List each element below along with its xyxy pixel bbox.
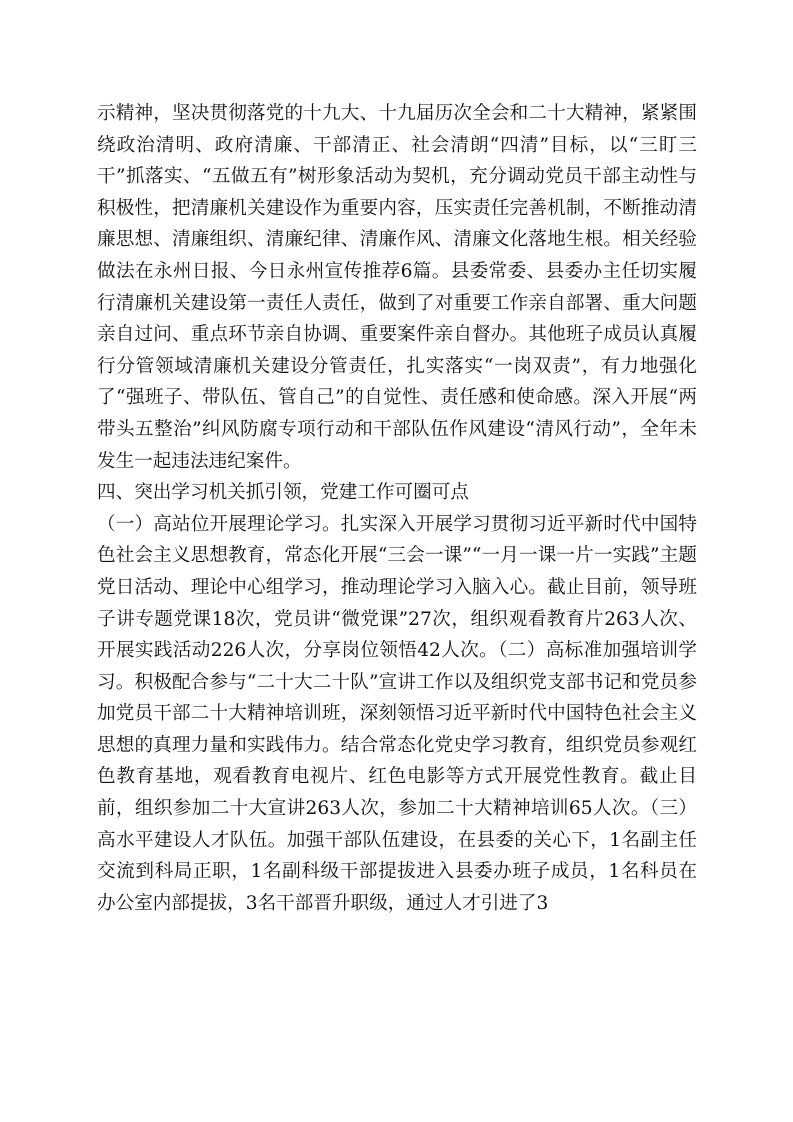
body-paragraph-2: （一）高站位开展理论学习。扎实深入开展学习贯彻习近平新时代中国特色社会主义思想教育，常态化开展“三会一课”“一月一课一片一实践”主题党日活动、理论中心组学习，推动理论学习入脑入心。截止目前，领导班子讲专题党课18次，党员讲“微党课”27次，组织观看教育片263人次、开展实践活动226人次，分享岗位领悟42人次。（二）高标准加强培训学习。积极配合参与“二十大二十队”宣讲工作以及组织党支部书记和党员参加党员干部二十大精神培训班，深刻领悟习近平新时代中国特色社会主义思想的真理力量和实践伟力。结合常态化党史学习教育，组织党员参观红色教育基地，观看教育电视片、红色电影等方式开展党性教育。截止目前，组织参加二十大宣讲263人次，参加二十大精神培训65人次。（三）高水平建设人才队伍。加强干部队伍建设，在县委的关心下，1名副主任交流到科局正职，1名副科级干部提拔进入县委办班子成员，1名科员在办公室内部提拔，3名干部晋升职级，通过人才引进了3 bbox=[97, 513, 697, 914]
section-heading-4: 四、突出学习机关抓引领，党建工作可圈可点 bbox=[97, 482, 469, 504]
body-paragraph-1: 示精神，坚决贯彻落党的十九大、十九届历次全会和二十大精神，紧紧围绕政治清明、政府清廉、干部清正、社会清朗“四清”目标，以“三盯三干”抓落实、“五做五有”树形象活动为契机，充分调动党员干部主动性与积极性，把清廉机关建设作为重要内容，压实责任完善机制，不断推动清廉思想、清廉组织、清廉纪律、清廉作风、清廉文化落地生根。相关经验做法在永州日报、今日永州宣传推荐6篇。县委常委、县委办主任切实履行清廉机关建设第一责任人责任，做到了对重要工作亲自部署、重大问题亲自过问、重点环节亲自协调、重要案件亲自督办。其他班子成员认真履行分管领域清廉机关建设分管责任，扎实落实“一岗双责”，有力地强化了“强班子、带队伍、管自己”的自觉性、责任感和使命感。深入开展“两带头五整治”纠风防腐专项行动和干部队伍作风建设“清风行动”，全年未发生一起违法违纪案件。 bbox=[97, 103, 697, 472]
document-body bbox=[97, 98, 697, 919]
